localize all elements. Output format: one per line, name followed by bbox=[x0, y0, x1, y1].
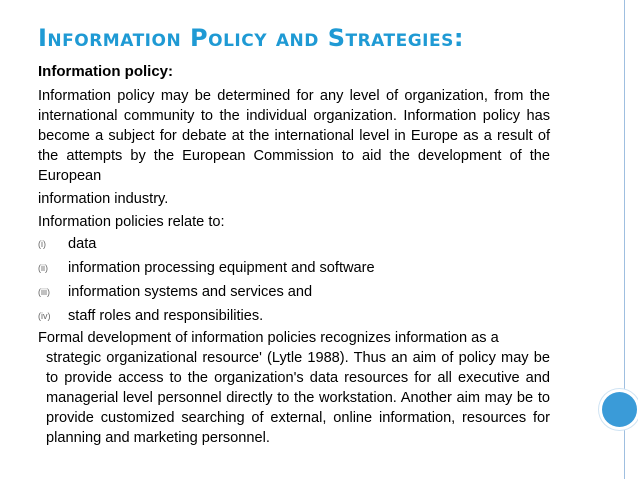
paragraph-3: Information policies relate to: bbox=[38, 214, 225, 230]
slide-title: Information Policy and Strategies: bbox=[38, 24, 464, 52]
slide-content bbox=[38, 62, 550, 448]
list-item-number: (ii) bbox=[38, 263, 48, 273]
list-item bbox=[38, 256, 550, 280]
accent-circle bbox=[602, 392, 637, 427]
policy-list bbox=[38, 232, 550, 328]
list-item-number: (iii) bbox=[38, 287, 50, 297]
subheading: Information policy: bbox=[38, 63, 173, 80]
formal-first-line: Formal development of information policies recognizes information as a bbox=[38, 330, 499, 346]
paragraph-2: information industry. bbox=[38, 191, 169, 207]
list-item-number: (iv) bbox=[38, 311, 51, 321]
list-item-text: information processing equipment and software bbox=[68, 260, 375, 276]
list-item-text: information systems and services and bbox=[68, 284, 313, 300]
list-item-number: (i) bbox=[38, 239, 46, 249]
paragraph-1: Information policy may be determined for any level of organization, from the international community to the individual organization. Information policy has become a subject for debate at the international level in Europe as a result of the attempts by the European Commission to aid the development of the European bbox=[38, 88, 550, 184]
list-item bbox=[38, 232, 550, 256]
list-item-text: data bbox=[68, 236, 97, 252]
list-item bbox=[38, 280, 550, 304]
formal-rest-text: strategic organizational resource' (Lytle 1988). Thus an aim of policy may be to provide access to the organization's data resources for all executive and managerial level personnel directly to the workstation. Another aim may be to provide customized searching of external, online information, resources for planning and marketing personnel. bbox=[46, 350, 550, 446]
formal-development-paragraph bbox=[38, 328, 550, 448]
list-item bbox=[38, 304, 550, 328]
list-item-text: staff roles and responsibilities. bbox=[68, 308, 264, 324]
